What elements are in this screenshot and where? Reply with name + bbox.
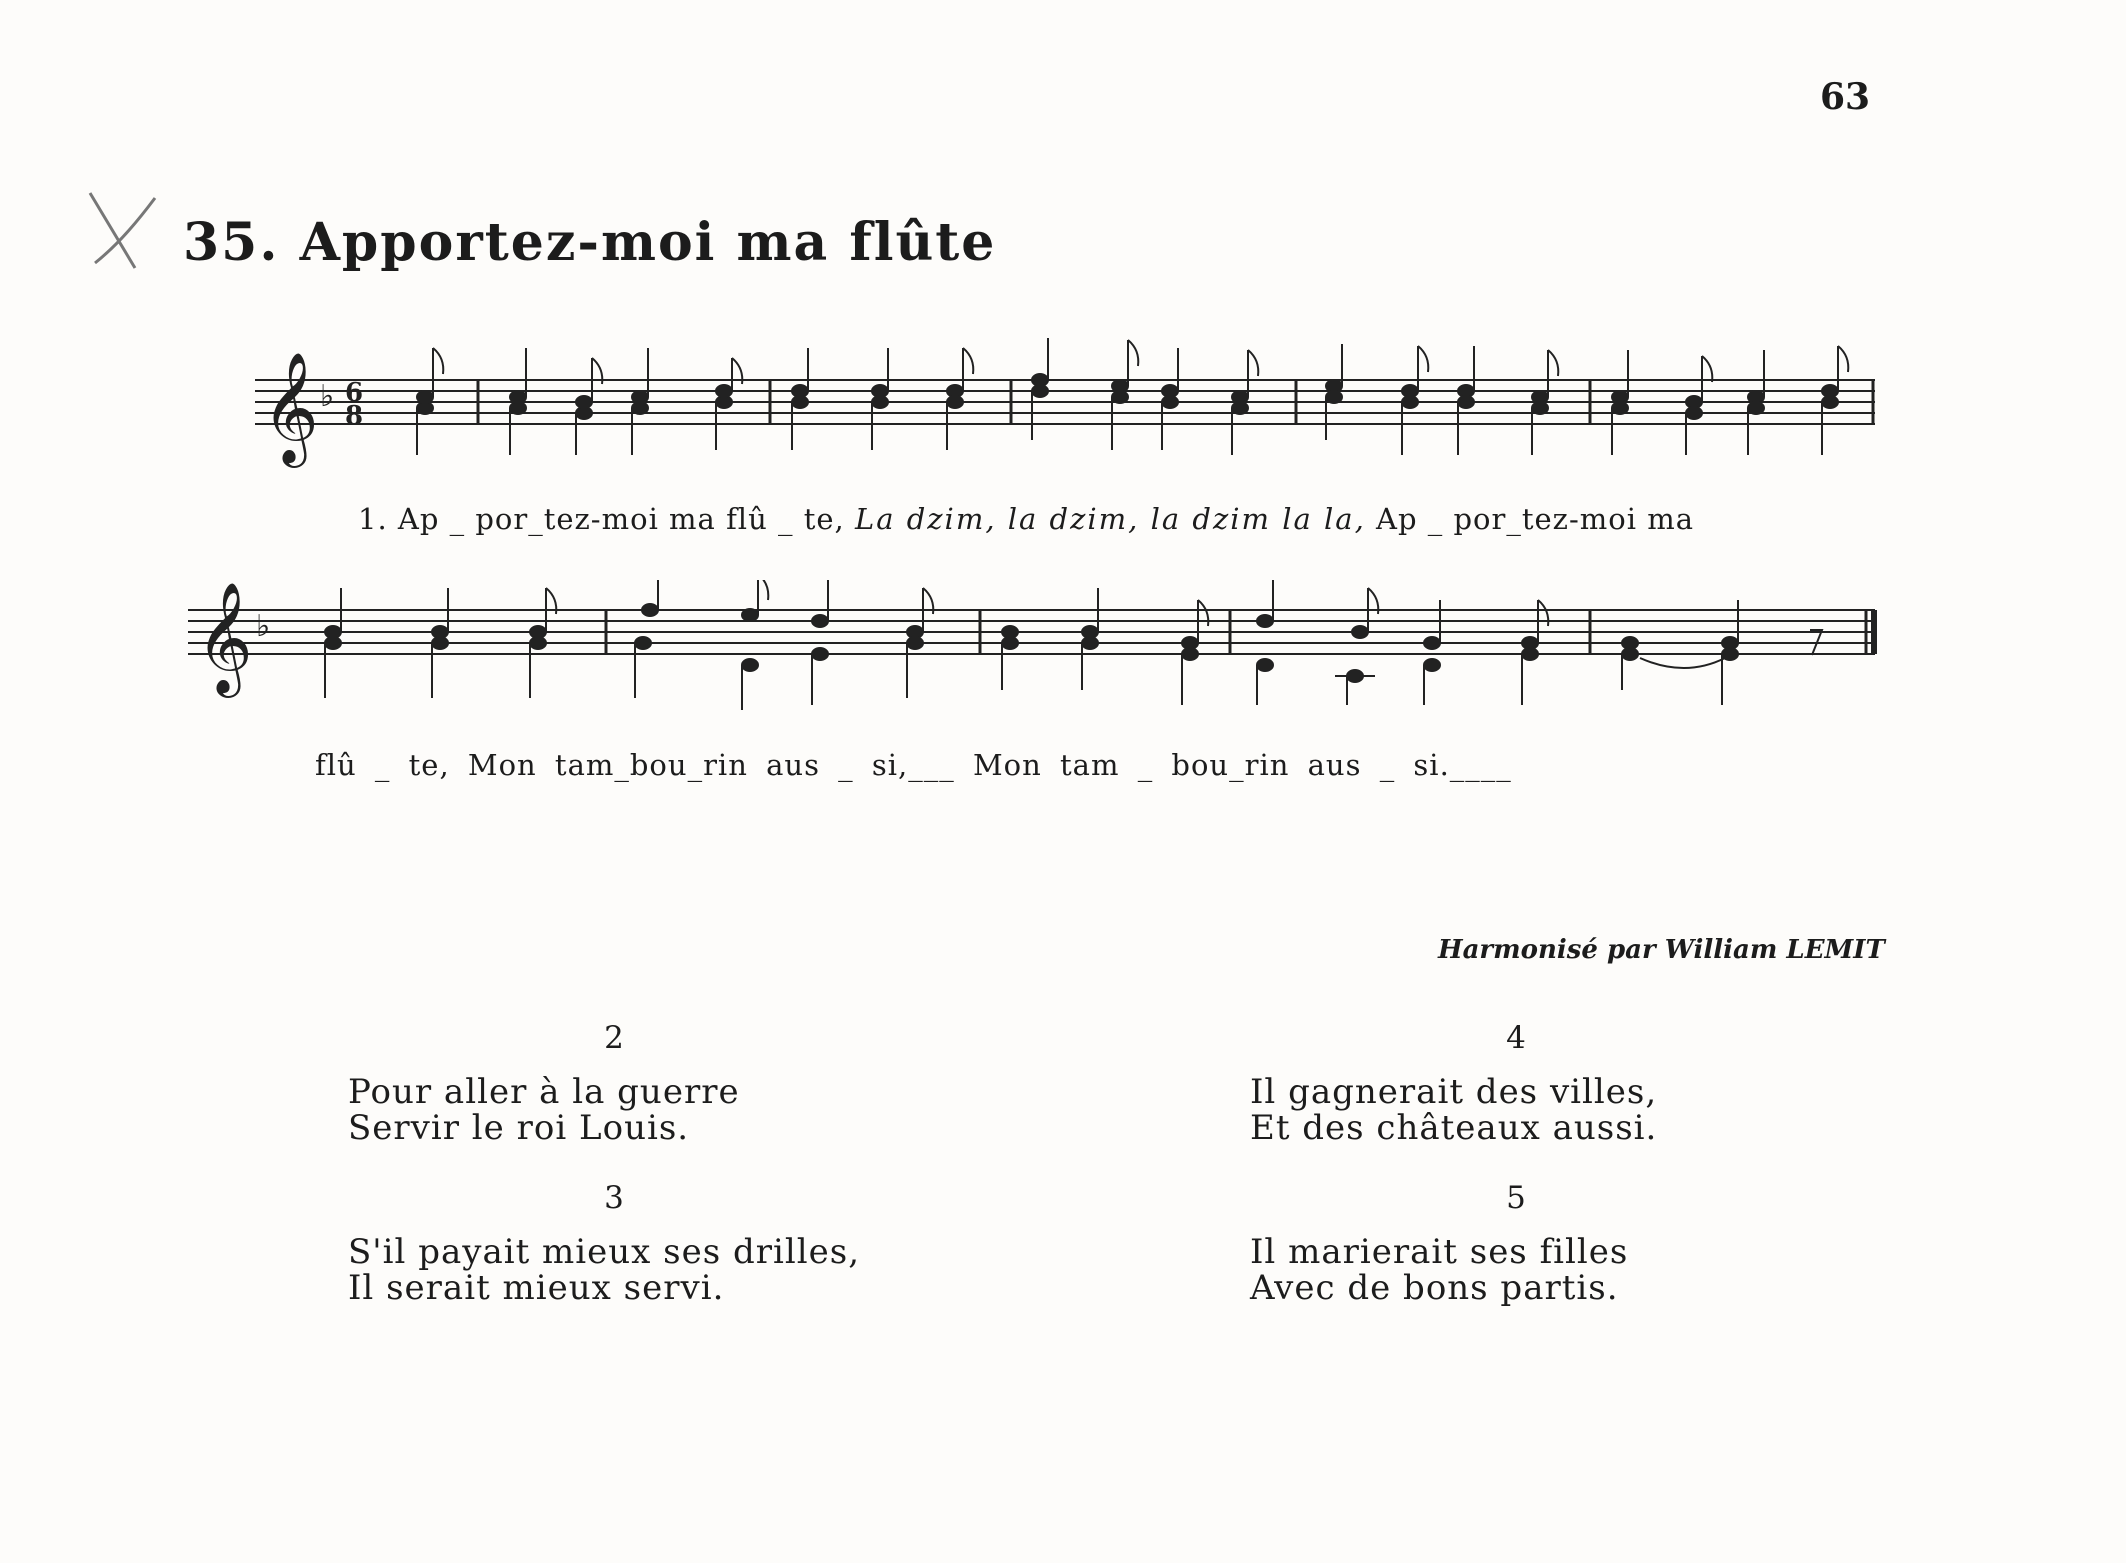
lyrics-line-1-part-b: La dzim, la dzim, la dzim la la, <box>854 502 1366 536</box>
pencil-x-mark-icon <box>85 188 165 278</box>
song-title-text: Apportez-moi ma flûte <box>299 212 997 273</box>
lyrics-line-1-part-c: Ap _ por_tez-moi ma <box>1376 502 1694 536</box>
time-signature-bottom: 8 <box>345 401 364 431</box>
lyrics-line-2: flû _ te, Mon tam_bou_rin aus _ si,___ Mon tam _ bou_rin aus _ si.____ <box>315 748 1512 782</box>
flat-icon: ♭ <box>256 609 271 644</box>
page-number: 63 <box>1820 76 1871 118</box>
music-staff-2 <box>0 580 2126 720</box>
verse-number: 3 <box>604 1180 624 1216</box>
verse-number: 4 <box>1506 1020 1526 1056</box>
song-number: 35. <box>183 212 280 273</box>
verse-line: S'il payait mieux ses drilles, <box>348 1232 861 1272</box>
treble-clef-icon: 𝄞 <box>262 351 319 463</box>
verse-line: Il marierait ses filles <box>1250 1232 1629 1272</box>
time-signature-top: 6 <box>345 378 364 408</box>
verse-line: Et des châteaux aussi. <box>1250 1108 1658 1148</box>
song-title <box>183 212 996 273</box>
verse-line: Pour aller à la guerre <box>348 1072 740 1112</box>
arranger-credit: Harmonisé par William LEMIT <box>1438 935 1885 965</box>
verse-line: Servir le roi Louis. <box>348 1108 690 1148</box>
lyrics-line-1 <box>358 502 1694 536</box>
verse-line: Avec de bons partis. <box>1250 1268 1619 1308</box>
verse-number: 2 <box>604 1020 624 1056</box>
lyrics-line-1-part-a: 1. Ap _ por_tez-moi ma flû _ te, <box>358 502 845 536</box>
verse-line: Il serait mieux servi. <box>348 1268 725 1308</box>
music-staff-1 <box>0 330 2126 470</box>
verse-number: 5 <box>1506 1180 1526 1216</box>
flat-icon: ♭ <box>320 379 335 414</box>
treble-clef-icon: 𝄞 <box>196 581 253 693</box>
verse-line: Il gagnerait des villes, <box>1250 1072 1658 1112</box>
